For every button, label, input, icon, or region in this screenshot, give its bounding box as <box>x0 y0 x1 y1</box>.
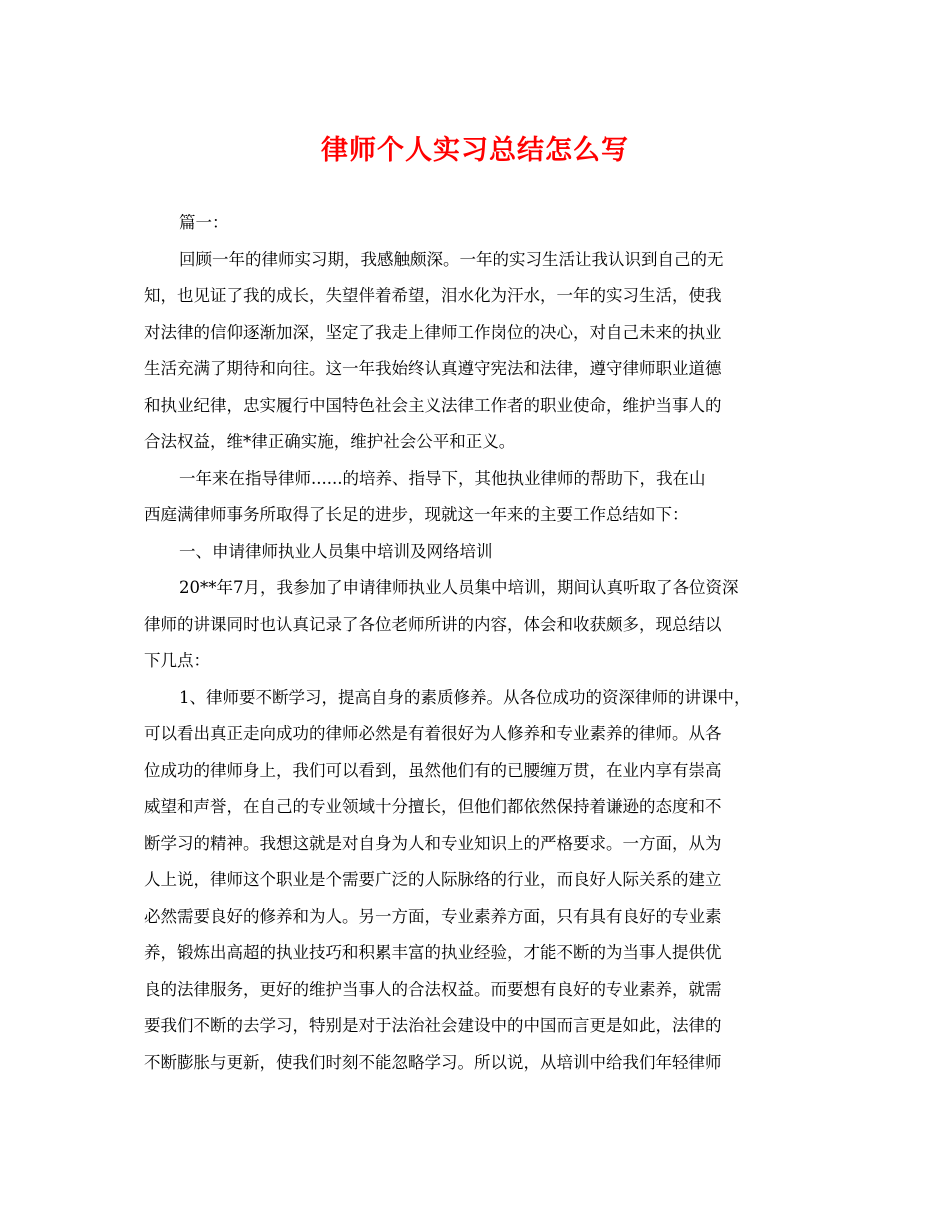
paragraph-line: 威望和声誉，在自己的专业领域十分擅长，但他们都依然保持着谦逊的态度和不 <box>144 797 722 816</box>
paragraph-first-line: 回顾一年的律师实习期，我感触颇深。一年的实习生活让我认识到自己的无 <box>179 249 724 269</box>
paragraph-first-line: 一、申请律师执业人员集中培训及网络培训 <box>179 541 493 561</box>
paragraph-line: 人上说，律师这个职业是个需要广泛的人际脉络的行业，而良好人际关系的建立 <box>144 870 722 889</box>
paragraph-line: 西庭满律师事务所取得了长足的进步，现就这一年来的主要工作总结如下： <box>144 505 689 524</box>
paragraph-line: 良的法律服务，更好的维护当事人的合法权益。而要想有良好的专业素养，就需 <box>144 979 722 999</box>
paragraph-first-line: 20**年7月，我参加了申请律师执业人员集中培训，期间认真听取了各位资深 <box>179 578 739 597</box>
paragraph-line: 知，也见证了我的成长，失望伴着希望，泪水化为汗水，一年的实习生活，使我 <box>144 286 722 305</box>
paragraph-line: 位成功的律师身上，我们可以看到，虽然他们有的已腰缠万贯，在业内享有崇高 <box>144 760 722 780</box>
paragraph-line: 和执业纪律，忠实履行中国特色社会主义法律工作者的职业使命，维护当事人的 <box>144 395 722 415</box>
paragraph-line: 必然需要良好的修养和为人。另一方面，专业素养方面，只有具有良好的专业素 <box>144 906 722 926</box>
document-body <box>144 205 804 1081</box>
paragraph-line: 律师的讲课同时也认真记录了各位老师所讲的内容，体会和收获颇多，现总结以 <box>144 614 722 634</box>
paragraph-first-line: 篇一： <box>179 213 229 232</box>
paragraph-first-line: 一年来在指导律师......的培养、指导下，其他执业律师的帮助下，我在山 <box>179 468 706 488</box>
paragraph-line: 养，锻炼出高超的执业技巧和积累丰富的执业经验，才能不断的为当事人提供优 <box>144 943 722 962</box>
paragraph-line: 合法权益，维*律正确实施，维护社会公平和正义。 <box>144 432 516 451</box>
paragraph-line: 对法律的信仰逐渐加深，坚定了我走上律师工作岗位的决心，对自己未来的执业 <box>144 322 722 342</box>
paragraph-line: 可以看出真正走向成功的律师必然是有着很好为人修养和专业素养的律师。从各 <box>144 724 722 743</box>
document-title: 律师个人实习总结怎么写 <box>321 135 629 166</box>
paragraph-line: 不断膨胀与更新，使我们时刻不能忽略学习。所以说，从培训中给我们年轻律师 <box>144 1052 722 1072</box>
paragraph-line: 要我们不断的去学习，特别是对于法治社会建设中的中国而言更是如此，法律的 <box>144 1016 722 1035</box>
paragraph-first-line: 1、律师要不断学习，提高自身的素质修养。从各位成功的资深律师的讲课中， <box>179 687 751 707</box>
paragraph-line: 生活充满了期待和向往。这一年我始终认真遵守宪法和法律，遵守律师职业道德 <box>144 359 722 378</box>
paragraph-line: 断学习的精神。我想这就是对自身为人和专业知识上的严格要求。一方面，从为 <box>144 833 722 853</box>
paragraph-line: 下几点： <box>144 651 210 670</box>
